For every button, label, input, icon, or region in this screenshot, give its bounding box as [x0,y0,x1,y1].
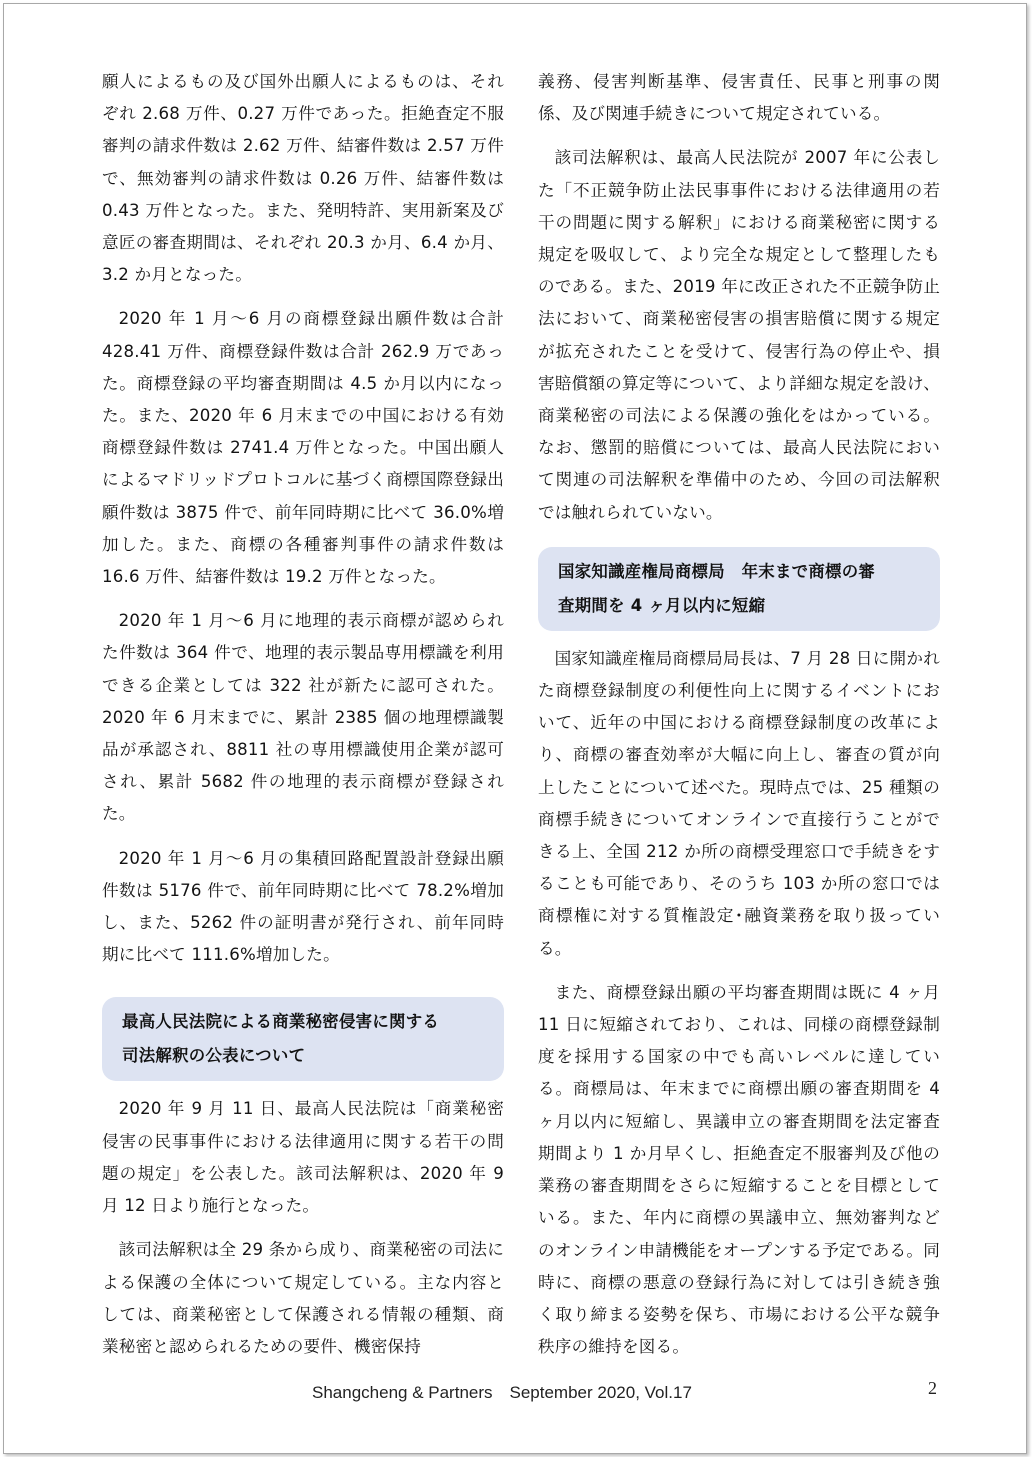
publication-info: Shangcheng & Partners September 2020, Vol.17 [312,1383,692,1402]
paragraph-trade-secret-announcement: 2020 年 9 月 11 日、最高人民法院は「商業秘密侵害の民事事件における法律適用に関する若干の問題の規定」を公表した。該司法解釈は、2020 年 9 月 12 日より施行となった。 [102,1099,504,1216]
heading-line: 最高人民法院による商業秘密侵害に関する [122,1012,440,1032]
paragraph-trademark-stats: 2020 年 1 月～6 月の商標登録出願件数は合計 428.41 万件、商標登録件数は合計 262.9 万であった。商標登録の平均審査期間は 4.5 か月以内になった。また、2020 年 6 月末までの中国における有効商標登録件数は 2741.4 万件となった。中国出願人によるマドリッドプロトコルに基づく商標国際登録出願件数は 3875 件で、前年同時期に比べて 36.0%増加した。また、商標の各種審判事件の請求件数は 16.6 万件、結審件数は 19.2 万件となった。 [102,309,504,587]
heading-line: 査期間を 4 ヶ月以内に短縮 [558,595,766,615]
right-column [538,66,940,1375]
page-number: 2 [928,1378,937,1398]
paragraph-trademark-examination-period: また、商標登録出願の平均審査期間は既に 4 ヶ月 11 日に短縮されており、これは、同様の商標登録制度を採用する国家の中でも高いレベルに達している。商標局は、年末までに商標出願の審査期間を 4 ヶ月以内に短縮し、異議申立の審査期間を法定審査期間より 1 か月早くし、拒絶査定不服審判及び他の業務の審査期間をさらに短縮することを目標としている。また、年内に商標の異議申立、無効審判などのオンライン申請機能をオープンする予定である。同時に、商標の悪意の登録行為に対しては引き続き強く取り締まる姿勢を保ち、市場における公平な競争秩序の維持を図る。 [538,982,940,1357]
left-column [102,66,504,1375]
heading-line: 国家知識産権局商標局 年末まで商標の審 [558,561,876,581]
paragraph-trade-secret-content-continued: 義務、侵害判断基準、侵害責任、民事と刑事の関係、及び関連手続きについて規定されている。 [538,72,940,124]
paragraph-trademark-office-event: 国家知識産権局商標局局長は、7 月 28 日に開かれた商標登録制度の利便性向上に関するイベントにおいて、近年の中国における商標登録制度の改革により、商標の審査効率が大幅に向上し、審査の質が向上したことについて述べた。現時点では、25 種類の商標手続きについてオンラインで直接行うことができる上、全国 212 か所の商標受理窓口で手続きをすることも可能であり、そのうち 103 か所の窓口では商標権に対する質権設定･融資業務を取り扱っている。 [538,648,940,958]
paragraph-patent-stats-continued: 願人によるもの及び国外出願人によるものは、それぞれ 2.68 万件、0.27 万件であった。拒絶査定不服審判の請求件数は 2.62 万件、結審件数は 2.57 万件で、無効審判の請求件数は 0.26 万件、結審件数は 0.43 万件となった。また、発明特許、実用新案及び意匠の審査期間は、それぞれ 20.3 か月、6.4 か月、3.2 か月となった。 [102,72,504,285]
page [3,3,1027,1454]
section-heading-trademark-office [538,547,940,631]
paragraph-trade-secret-content: 該司法解釈は全 29 条から成り、商業秘密の司法による保護の全体について規定している。主な内容としては、商業秘密として保護される情報の種類、商業秘密と認められるための要件、機密保持 [102,1240,504,1356]
section-heading-trade-secret [102,997,504,1081]
heading-line: 司法解釈の公表について [122,1046,306,1066]
paragraph-integrated-circuit-stats: 2020 年 1 月～6 月の集積回路配置設計登録出願件数は 5176 件で、前年同時期に比べて 78.2%増加し、また、5262 件の証明書が発行され、前年同時期に比べて 111.6%増加した。 [102,848,504,965]
paragraph-geographical-indication-stats: 2020 年 1 月～6 月に地理的表示商標が認められた件数は 364 件で、地理的表示製品専用標識を利用できる企業としては 322 社が新たに認可された。2020 年 6 月末までに、累計 2385 個の地理標識製品が承認され、8811 社の専用標識使用企業が認可され、累計 5682 件の地理的表示商標が登録された。 [102,611,504,824]
paragraph-trade-secret-background: 該司法解釈は、最高人民法院が 2007 年に公表した「不正競争防止法民事事件における法律適用の若干の問題に関する解釈」における商業秘密に関する規定を吸収して、より完全な規定として整理したものである。また、2019 年に改正された不正競争防止法において、商業秘密侵害の損害賠償に関する規定が拡充されたことを受けて、侵害行為の停止や、損害賠償額の算定等について、より詳細な規定を設け、商業秘密の司法による保護の強化をはかっている。なお、懲罰的賠償については、最高人民法院において関連の司法解釈を準備中のため、今回の司法解釈では触れられていない。 [538,148,940,522]
